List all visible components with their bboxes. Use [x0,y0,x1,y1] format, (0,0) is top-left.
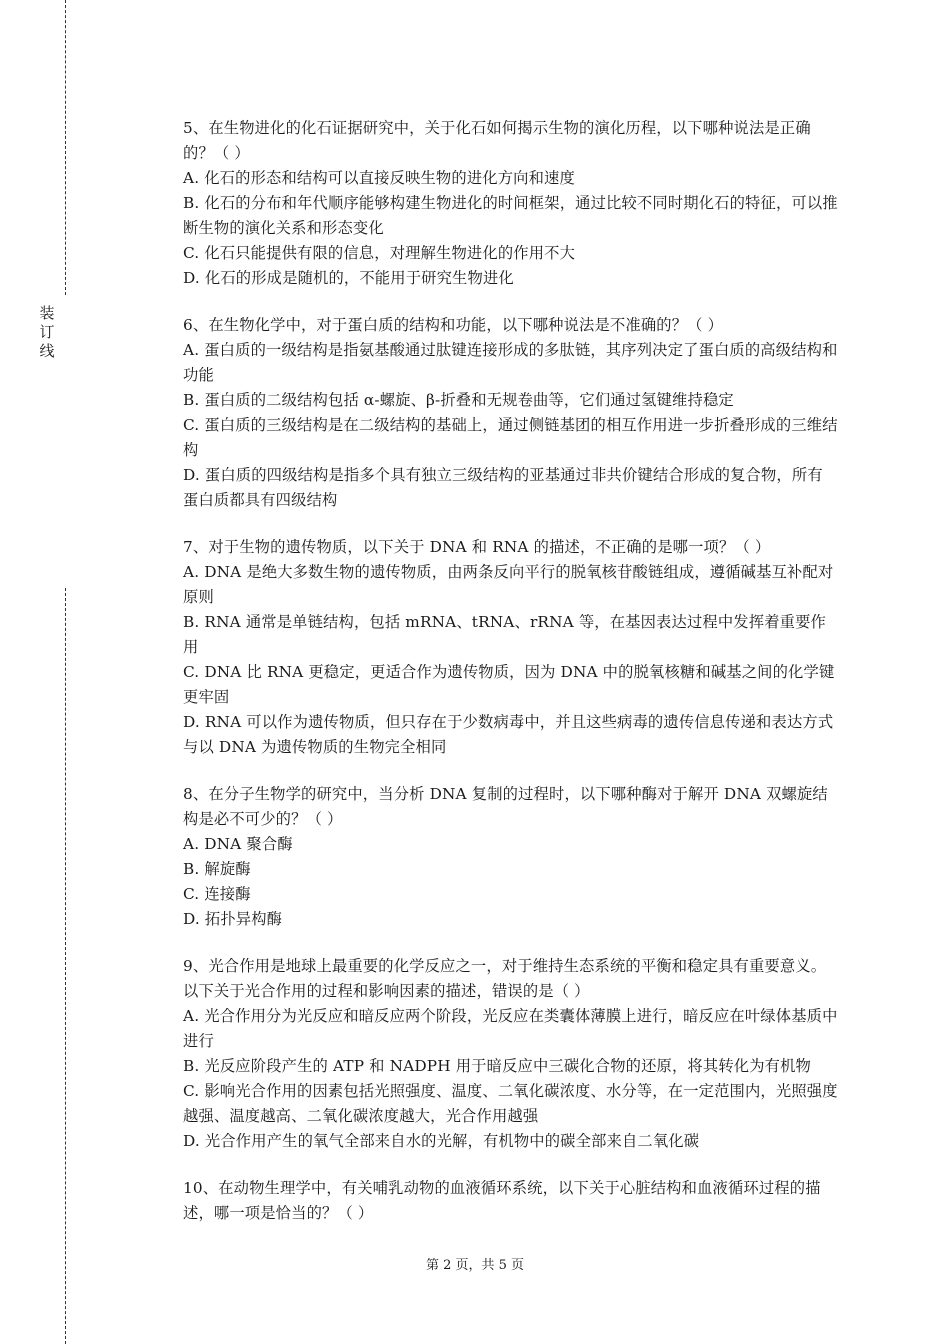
option-b: B. 解旋酶 [183,860,251,878]
option-a: A. DNA 是绝大多数生物的遗传物质，由两条反向平行的脱氧核苷酸链组成，遵循碱基互补配对原则 [183,563,834,606]
option-d: D. RNA 可以作为遗传物质，但只存在于少数病毒中，并且这些病毒的遗传信息传递和表达方式与以 DNA 为遗传物质的生物完全相同 [183,713,834,756]
question-6 [183,313,838,513]
question-8 [183,782,838,932]
option-c: C. DNA 比 RNA 更稳定，更适合作为遗传物质，因为 DNA 中的脱氧核糖和碱基之间的化学键更牢固 [183,663,835,706]
option-a: A. 蛋白质的一级结构是指氨基酸通过肽键连接形成的多肽链，其序列决定了蛋白质的高级结构和功能 [183,341,838,384]
option-b: B. RNA 通常是单链结构，包括 mRNA、tRNA、rRNA 等，在基因表达过程中发挥着重要作用 [183,613,826,656]
question-stem: 7、对于生物的遗传物质，以下关于 DNA 和 RNA 的描述，不正确的是哪一项？（ ） [183,538,771,556]
option-a: A. 光合作用分为光反应和暗反应两个阶段，光反应在类囊体薄膜上进行，暗反应在叶绿体基质中进行 [183,1007,838,1050]
question-stem: 8、在分子生物学的研究中，当分析 DNA 复制的过程时，以下哪种酶对于解开 DNA 双螺旋结构是必不可少的？（ ） [183,785,828,828]
option-a: A. DNA 聚合酶 [183,835,293,853]
question-stem: 5、在生物进化的化石证据研究中，关于化石如何揭示生物的演化历程，以下哪种说法是正确的？（ ） [183,119,811,162]
binding-dashed-line-bottom [65,588,66,1344]
option-c: C. 化石只能提供有限的信息，对理解生物进化的作用不大 [183,244,576,262]
option-c: C. 蛋白质的三级结构是在二级结构的基础上，通过侧链基团的相互作用进一步折叠形成的三维结构 [183,416,838,459]
binding-label [37,304,57,361]
option-c: C. 影响光合作用的因素包括光照强度、温度、二氧化碳浓度、水分等，在一定范围内，光照强度越强、温度越高、二氧化碳浓度越大，光合作用越强 [183,1082,838,1125]
option-c: C. 连接酶 [183,885,251,903]
option-d: D. 化石的形成是随机的，不能用于研究生物进化 [183,269,514,287]
binding-char: 订 [39,323,55,341]
question-7 [183,535,838,760]
question-9 [183,954,838,1154]
option-d: D. 光合作用产生的氧气全部来自水的光解，有机物中的碳全部来自二氧化碳 [183,1132,700,1150]
question-stem: 6、在生物化学中，对于蛋白质的结构和功能，以下哪种说法是不准确的？（ ） [183,316,724,334]
option-a: A. 化石的形态和结构可以直接反映生物的进化方向和速度 [183,169,575,187]
binding-char: 线 [39,342,55,360]
question-stem: 10、在动物生理学中，有关哺乳动物的血液循环系统，以下关于心脏结构和血液循环过程的描述，哪一项是恰当的？（ ） [183,1179,821,1222]
page-footer: 第 2 页，共 5 页 [425,1258,525,1273]
question-stem: 9、光合作用是地球上最重要的化学反应之一，对于维持生态系统的平衡和稳定具有重要意义。以下关于光合作用的过程和影响因素的描述，错误的是（ ） [183,957,827,1000]
binding-dashed-line-top [65,0,66,295]
question-list [183,116,838,1248]
option-d: D. 拓扑异构酶 [183,910,283,928]
option-d: D. 蛋白质的四级结构是指多个具有独立三级结构的亚基通过非共价键结合形成的复合物，所有蛋白质都具有四级结构 [183,466,823,509]
option-b: B. 化石的分布和年代顺序能够构建生物进化的时间框架，通过比较不同时期化石的特征，可以推断生物的演化关系和形态变化 [183,194,838,237]
option-b: B. 蛋白质的二级结构包括 α-螺旋、β-折叠和无规卷曲等，它们通过氢键维持稳定 [183,391,734,409]
question-10 [183,1176,838,1226]
question-5 [183,116,838,291]
option-b: B. 光反应阶段产生的 ATP 和 NADPH 用于暗反应中三碳化合物的还原，将其转化为有机物 [183,1057,812,1075]
binding-char: 装 [39,304,55,322]
